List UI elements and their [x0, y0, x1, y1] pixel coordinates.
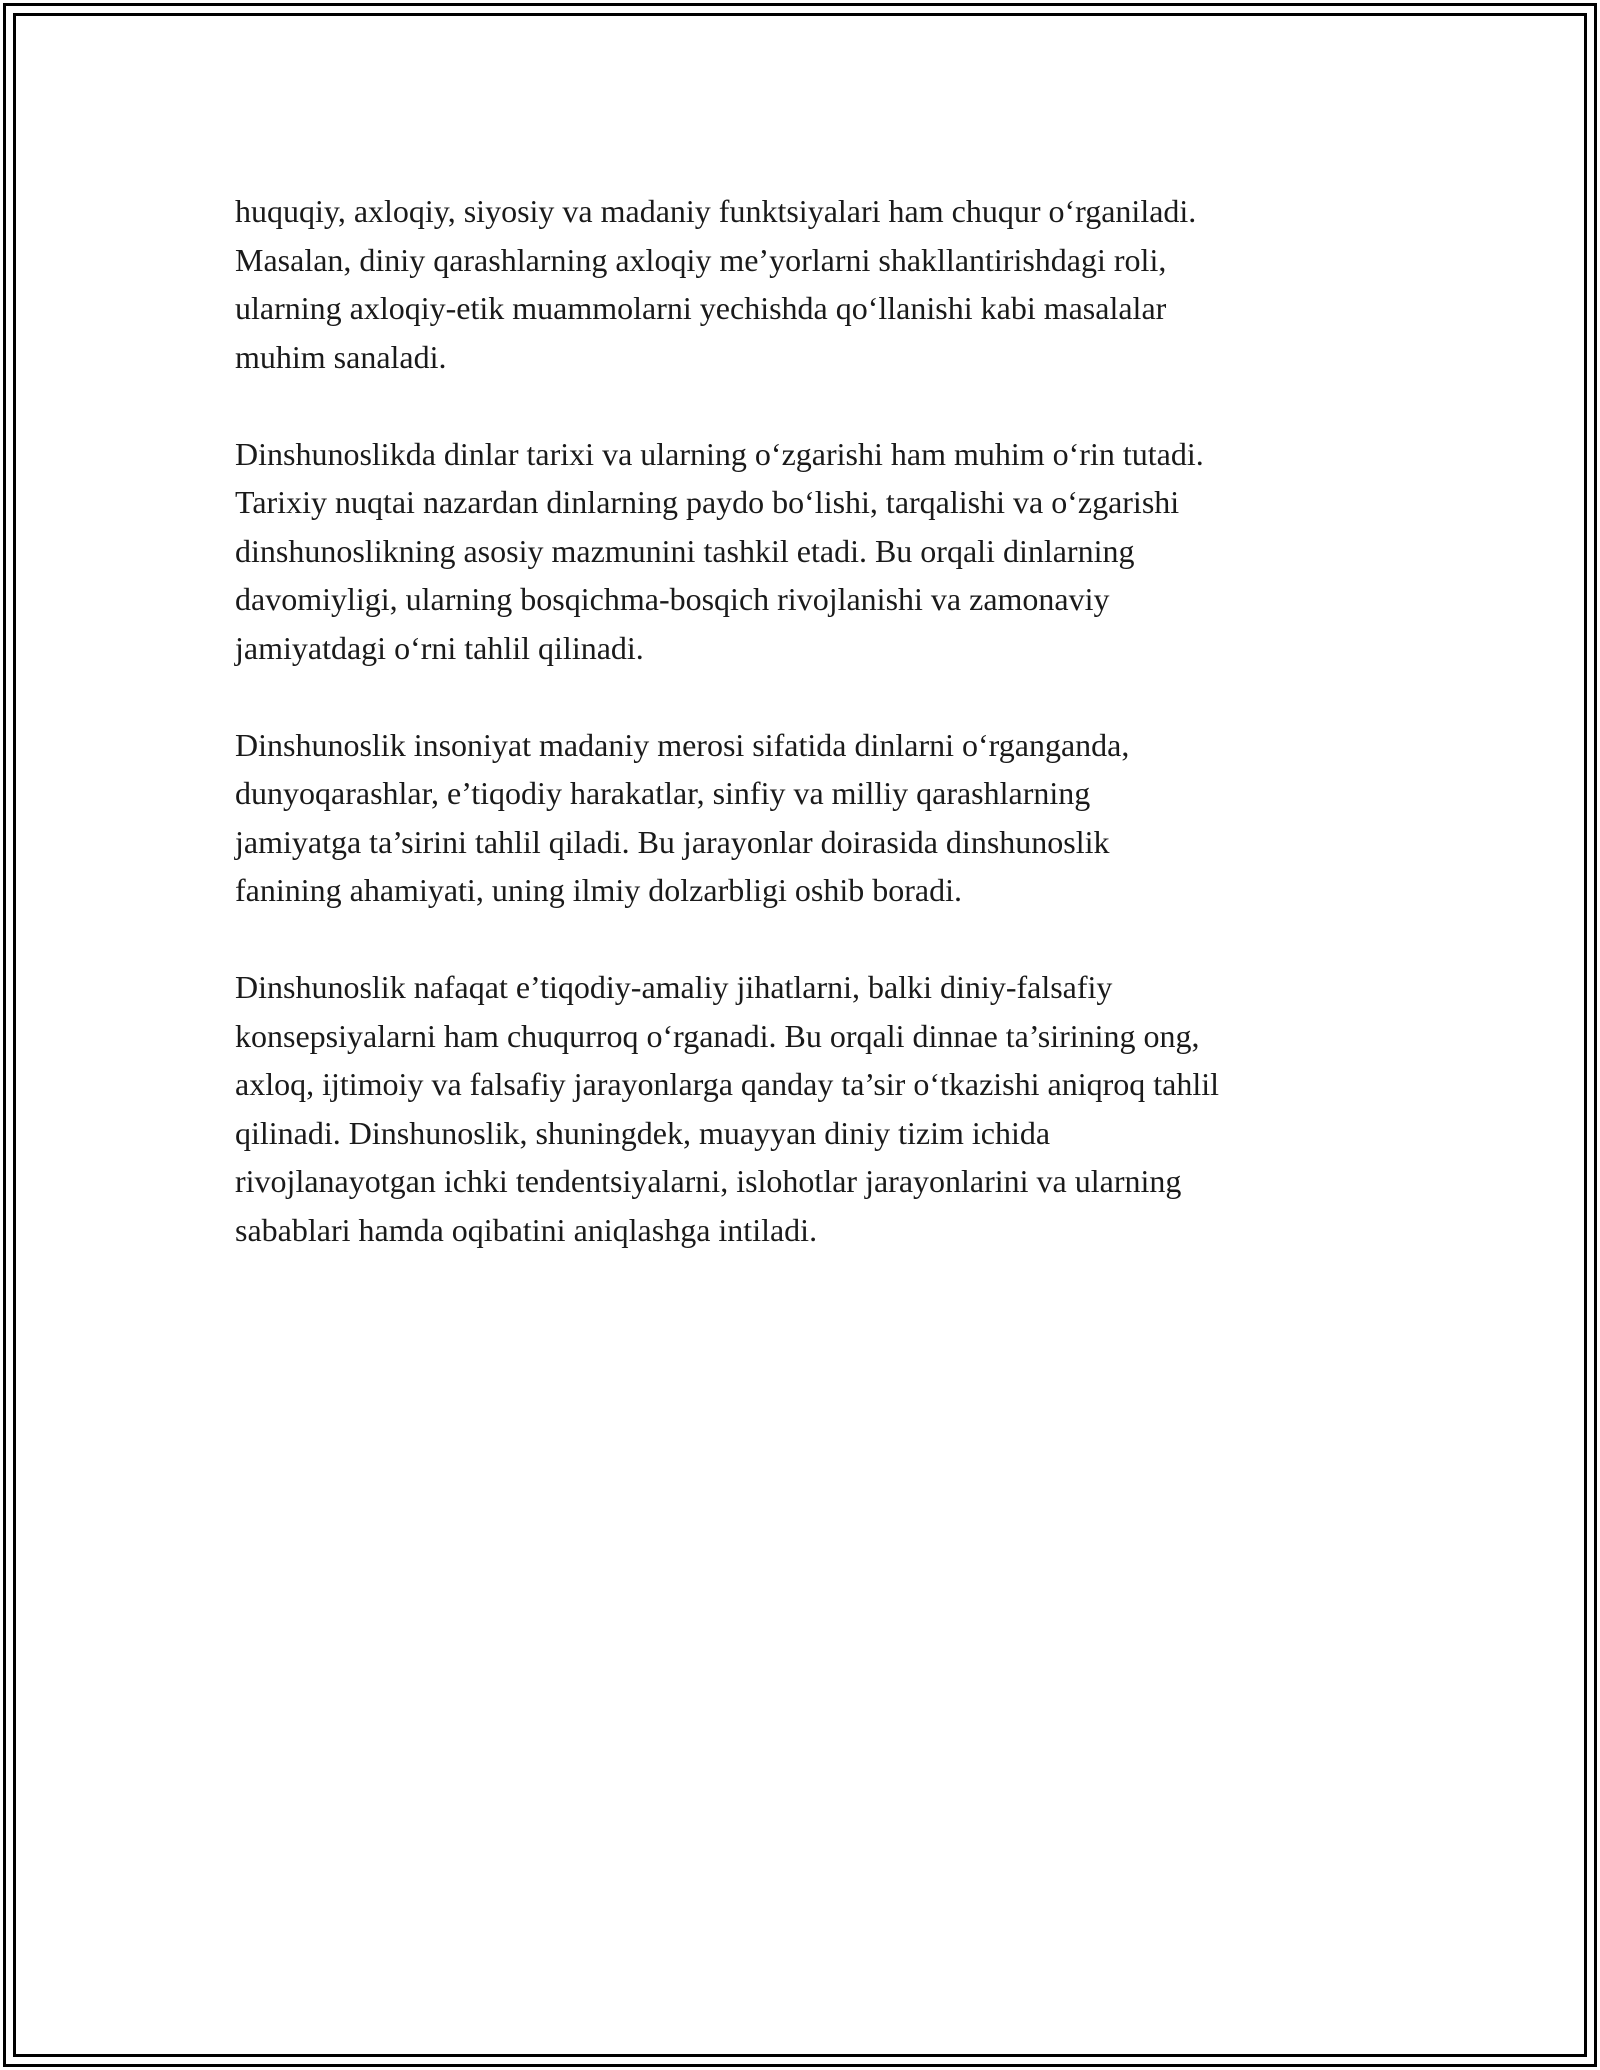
text-line: huquqiy, axloqiy, siyosiy va madaniy funktsiyalari ham chuqur o‘rganiladi.	[235, 193, 1197, 229]
text-line: muhim sanaladi.	[235, 338, 447, 375]
text-line: jamiyatga ta’sirini tahlil qiladi. Bu jarayonlar doirasida dinshunoslik	[235, 823, 1110, 860]
text-line: axloq, ijtimoiy va falsafiy jarayonlarga qanday ta’sir o‘tkazishi aniqroq tahlil	[235, 1066, 1220, 1102]
text-line: sabablari hamda oqibatini aniqlashga intiladi.	[235, 1211, 818, 1248]
text-line: Tarixiy nuqtai nazardan dinlarning paydo bo‘lishi, tarqalishi va o‘zgarishi	[235, 484, 1180, 520]
text-line: rivojlanayotgan ichki tendentsiyalarni, islohotlar jarayonlarini va ularning	[235, 1163, 1182, 1199]
paragraph	[235, 430, 1385, 673]
paragraph	[235, 721, 1385, 915]
text-line: davomiyligi, ularning bosqichma-bosqich rivojlanishi va zamonaviy	[235, 581, 1110, 617]
text-line: dinshunoslikning asosiy mazmunini tashkil etadi. Bu orqali dinlarning	[235, 532, 1135, 569]
document-body	[235, 187, 1385, 1303]
text-line: dunyoqarashlar, e’tiqodiy harakatlar, sinfiy va milliy qarashlarning	[235, 775, 1091, 811]
text-line: fanining ahamiyati, uning ilmiy dolzarbligi oshib boradi.	[235, 872, 962, 908]
text-line: Dinshunoslikda dinlar tarixi va ularning o‘zgarishi ham muhim o‘rin tutadi.	[235, 435, 1204, 472]
text-line: Masalan, diniy qarashlarning axloqiy me’yorlarni shakllantirishdagi roli,	[235, 241, 1167, 278]
text-line: Dinshunoslik insoniyat madaniy merosi sifatida dinlarni o‘rganganda,	[235, 726, 1130, 763]
text-line: konsepsiyalarni ham chuqurroq o‘rganadi. Bu orqali dinnae ta’sirining ong,	[235, 1017, 1200, 1054]
text-line: qilinadi. Dinshunoslik, shuningdek, muayyan diniy tizim ichida	[235, 1114, 1051, 1151]
text-line: jamiyatdagi o‘rni tahlil qilinadi.	[235, 629, 644, 666]
paragraph	[235, 187, 1385, 381]
text-line: ularning axloqiy-etik muammolarni yechishda qo‘llanishi kabi masalalar	[235, 290, 1167, 326]
text-line: Dinshunoslik nafaqat e’tiqodiy-amaliy jihatlarni, balki diniy-falsafiy	[235, 969, 1113, 1005]
paragraph	[235, 963, 1385, 1254]
